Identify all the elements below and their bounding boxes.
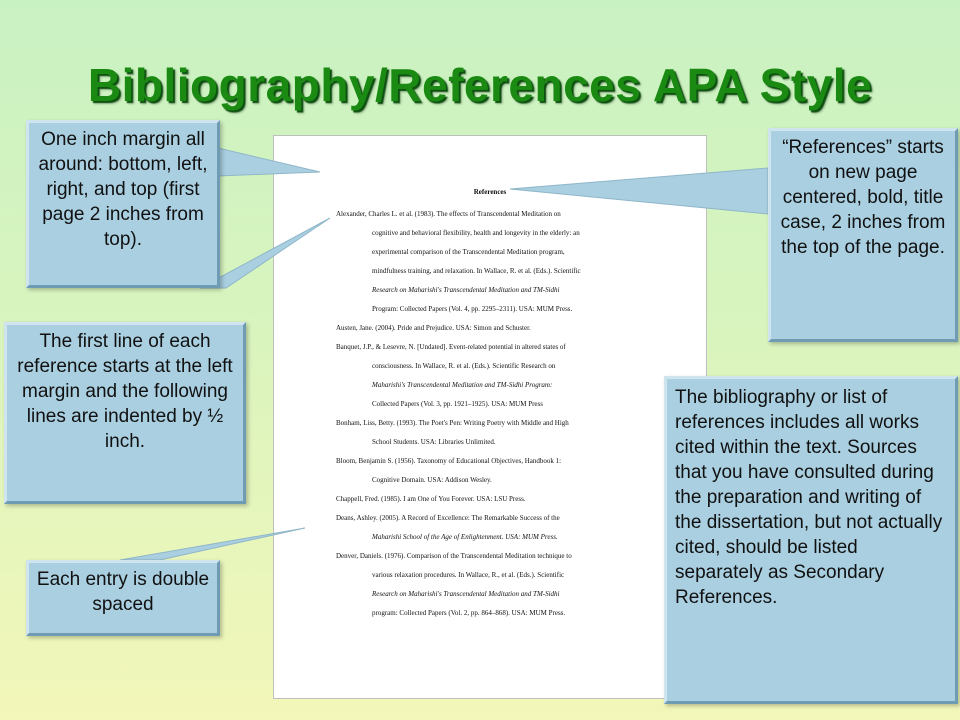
reference-line: Deans, Ashley. (2005). A Record of Excellence: The Remarkable Success of the	[336, 514, 560, 522]
reference-line: Maharishi's Transcendental Meditation and TM-Sidhi Program:	[372, 381, 553, 389]
pointer-margin	[218, 148, 320, 176]
pointer-references-heading	[510, 168, 768, 214]
reference-line: Banquet, J.P., & Lesevre, N. [Undated]. Event-related potential in altered states of	[336, 343, 566, 351]
reference-line: consciousness. In Wallace, R. et al. (Eds.). Scientific Research on	[372, 362, 556, 370]
reference-line: Bonham, Liss, Betty. (1993). The Poet's Pen: Writing Poetry with Middle and High	[336, 419, 569, 427]
reference-line: mindfulness training, and relaxation. In Wallace, R. et al. (Eds.). Scientific	[372, 267, 581, 275]
reference-line: Research on Maharishi's Transcendental Meditation and TM-Sidhi	[372, 590, 560, 598]
reference-line: program: Collected Papers (Vol. 2, pp. 864–868). USA: MUM Press.	[372, 609, 566, 617]
reference-line: Alexander, Charles L. et al. (1983). The effects of Transcendental Meditation on	[336, 210, 561, 218]
callout-margin: One inch margin all around: bottom, left, right, and top (first page 2 inches from top).	[26, 120, 220, 288]
reference-line: Maharishi School of the Age of Enlightenment. USA: MUM Press.	[372, 533, 558, 541]
reference-line: Bloom, Benjamin S. (1956). Taxonomy of Educational Objectives, Handbook 1:	[336, 457, 562, 465]
reference-line: Austen, Jane. (2004). Pride and Prejudice. USA: Simon and Schuster.	[336, 324, 531, 332]
reference-line: Chappell, Fred. (1985). I am One of You Forever. USA: LSU Press.	[336, 495, 526, 503]
reference-line: experimental comparison of the Transcendental Meditation program,	[372, 248, 565, 256]
pointer-double-spaced	[120, 528, 305, 560]
callout-references-heading: “References” starts on new page centered, bold, title case, 2 inches from the top of the page.	[768, 128, 958, 342]
callout-bibliography: The bibliography or list of references includes all works cited within the text. Sources that you have consulted during the preparation and writing of the dissertation, but not actually cited, should be listed separately as Secondary References.	[664, 376, 958, 704]
reference-line: Denver, Daniels. (1976). Comparison of the Transcendental Meditation technique to	[336, 552, 572, 560]
reference-line: various relaxation procedures. In Wallace, R., et al. (Eds.). Scientific	[372, 571, 565, 579]
reference-line: cognitive and behavioral flexibility, health and longevity in the elderly: an	[372, 229, 580, 237]
callout-first-line: The first line of each reference starts at the left margin and the following lines are indented by ½ inch.	[4, 322, 246, 504]
reference-line: Cognitive Domain. USA: Addison Wesley.	[372, 476, 492, 484]
reference-line: Collected Papers (Vol. 3, pp. 1921–1925). USA: MUM Press	[372, 400, 543, 408]
callout-double-spaced: Each entry is double spaced	[26, 560, 220, 636]
reference-line: Program: Collected Papers (Vol. 4, pp. 2295–2311). USA: MUM Press.	[372, 305, 573, 313]
reference-line: Research on Maharishi's Transcendental Meditation and TM-Sidhi	[372, 286, 560, 294]
references-heading: References	[473, 188, 507, 196]
slide-title: Bibliography/References APA Style	[87, 59, 873, 111]
reference-line: School Students. USA: Libraries Unlimited.	[372, 438, 496, 446]
